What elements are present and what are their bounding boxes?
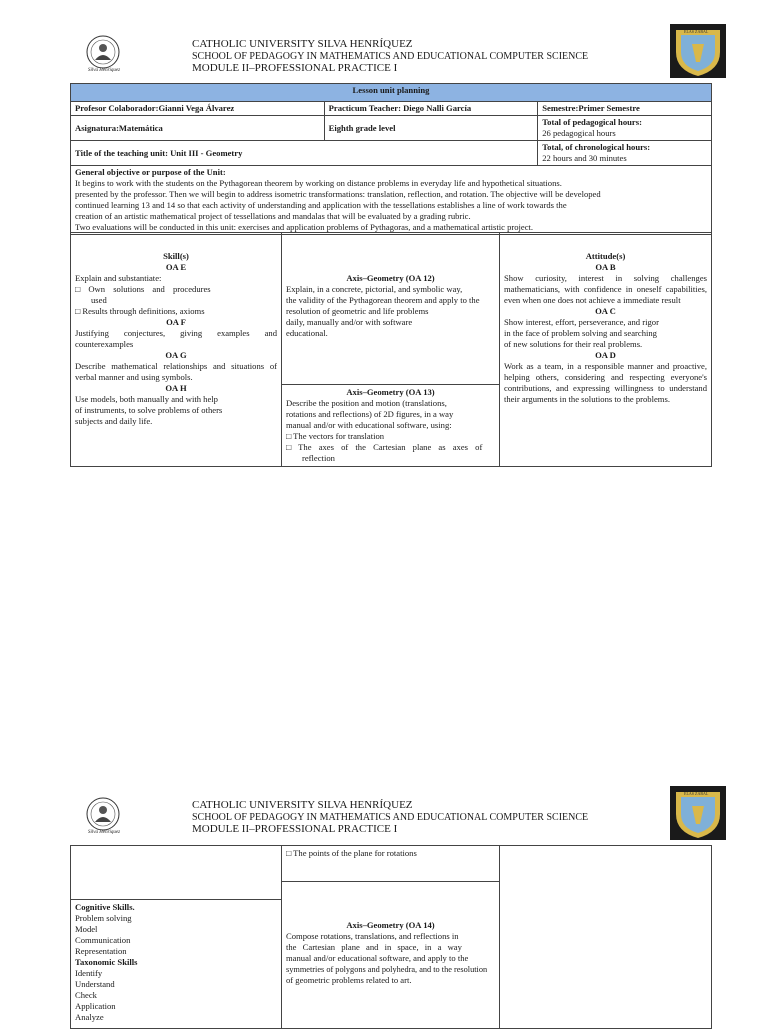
oa-d-text: Work as a team, in a responsible manner and proactive, helping others, considering and respecting everyone's contributions, and expressing willingness to understand their arguments in the solutions to the problems. [504,361,707,404]
chronological-hours-label: Total, of chronological hours: [542,142,651,152]
cognitive-skill-item: Problem solving [75,913,132,923]
objective-line: continued learning 13 and 14 so that each activity of understanding and application with the tessellations establishes a line of work towards the [75,200,567,210]
pedagogical-hours-value: 26 pedagogical hours [542,128,616,138]
university-name: CATHOLIC UNIVERSITY SILVA HENRÍQUEZ [192,799,413,811]
practicum-teacher: Practicum Teacher: Diego Nalli García [324,102,538,116]
school-name: SCHOOL OF PEDAGOGY IN MATHEMATICS AND EDUCATIONAL COMPUTER SCIENCE [192,812,589,823]
cognitive-skill-item: Communication [75,935,131,945]
oa-b-label: OA B [595,262,616,272]
objective-line: It begins to work with the students on the Pythagorean theorem by working on distance problems in everyday life and hypothetical situations. [75,178,562,188]
axis-oa13-line: Describe the position and motion (translations, [286,398,447,408]
oa-h-label: OA H [165,383,187,393]
taxonomic-skill-item: Application [75,1001,116,1011]
axis-oa14-title: Axis–Geometry (OA 14) [346,920,435,930]
oa-c-label: OA C [595,306,616,316]
taxonomic-skills-title: Taxonomic Skills [75,957,138,967]
axis-oa13-title: Axis–Geometry (OA 13) [346,387,435,397]
module-name: MODULE II–PROFESSIONAL PRACTICE I [192,823,398,835]
seal-caption: Silva Henríquez [88,68,121,73]
axis-oa13-line: □ The axes of the Cartesian plane as axes of [286,442,483,452]
axis-oa13-line: rotations and reflections) of 2D figures, in a way [286,409,454,419]
oa-g-label: OA G [165,350,187,360]
chronological-hours-value: 22 hours and 30 minutes [542,153,627,163]
oa-c-line: Show interest, effort, perseverance, and rigor [504,317,659,327]
axis-oa13-line: manual and/or with educational software, using: [286,420,452,430]
lesson-planning-table [70,83,712,235]
axis-oa12-line: resolution of geometric and life problems [286,306,429,316]
taxonomic-skill-item: Check [75,990,97,1000]
crest-text: ELAS ZABAL [684,791,709,796]
oa-d-label: OA D [595,350,616,360]
objective-line: Two evaluations will be conducted in this unit: exercises and application problems of Pythagoras, and a mathematical artistic project. [75,222,534,232]
axis-oa14-line: the Cartesian plane and in space, in a way [286,942,462,952]
subject: Asignatura:Matemática [71,116,325,141]
attitudes-cell [499,232,712,467]
axis-oa12-line: the validity of the Pythagorean theorem and apply to the [286,295,480,305]
objective-line: presented by the professor. Then we will begin to address isometric transformations: translation, reflection, and rotation. The objective will be developed [75,189,601,199]
pedagogical-hours-label: Total of pedagogical hours: [542,117,642,127]
axis-oa14-cell [281,881,500,1029]
axis-oa13-line: reflection [302,453,335,463]
axis-oa12-cell [281,232,500,385]
axis-oa14-line: Compose rotations, translations, and reflections in [286,931,459,941]
collaborating-professor: Profesor Colaborador:Gianni Vega Álvarez [71,102,325,116]
grade-level: Eighth grade level [324,116,538,141]
university-name: CATHOLIC UNIVERSITY SILVA HENRÍQUEZ [192,38,413,50]
general-objective-cell [71,166,712,235]
page2-left-bottom-cell [70,899,282,1029]
page2-axis-top-cell [281,845,500,882]
oa-f-text: Justifying conjectures, giving examples and counterexamples [75,328,277,349]
skills-title: Skill(s) [163,251,189,261]
taxonomic-skill-item: Understand [75,979,115,989]
oa-b-text: Show curiosity, interest in solving challenges mathematicians, with confidence in oneself capabilities, even when one does not achieve a immediate result [504,273,707,305]
oa-f-label: OA F [166,317,186,327]
axis-oa12-line: daily, manually and/or with software [286,317,413,327]
pedagogical-hours-cell [538,116,712,141]
objective-label: General objective or purpose of the Unit: [75,167,226,177]
semester: Semestre:Primer Semestre [538,102,712,116]
oa-h-line: Use models, both manually and with help [75,394,218,404]
axis-oa13-line: □ The vectors for translation [286,431,385,441]
axis-oa13-cell [281,384,500,467]
axis-oa12-line: Explain, in a concrete, pictorial, and symbolic way, [286,284,463,294]
taxonomic-skill-item: Analyze [75,1012,104,1022]
points-for-rotations: □ The points of the plane for rotations [286,848,417,858]
chronological-hours-cell [538,141,712,166]
attitudes-title: Attitude(s) [585,251,626,261]
unit-title: Title of the teaching unit: Unit III - Geometry [71,141,538,166]
cognitive-skills-title: Cognitive Skills. [75,902,135,912]
cognitive-skill-item: Representation [75,946,127,956]
seal-caption: Silva Henríquez [88,830,121,835]
oa-c-line: in the face of problem solving and searching [504,328,657,338]
oa-h-line: subjects and daily life. [75,416,153,426]
objective-line: creation of an artistic mathematical project of tessellations and mandalas that will be evaluated by a grading rubric. [75,211,471,221]
school-name: SCHOOL OF PEDAGOGY IN MATHEMATICS AND EDUCATIONAL COMPUTER SCIENCE [192,51,589,62]
module-name: MODULE II–PROFESSIONAL PRACTICE I [192,62,398,74]
cognitive-skill-item: Model [75,924,98,934]
oa-h-line: of instruments, to solve problems of others [75,405,223,415]
axis-oa14-line: manual and/or educational software, and apply to the [286,953,469,963]
oa-e-item: □ Results through definitions, axioms [75,306,205,316]
oa-e-item-cont: used [91,295,107,305]
oa-e-item: □ Own solutions and procedures [75,284,211,294]
axis-oa14-line: symmetries of polygons and polyhedra, and to the resolution [286,965,488,974]
oa-e-label: OA E [165,262,187,272]
page2-attitudes-cell [499,845,712,1029]
axis-oa12-title: Axis–Geometry (OA 12) [346,273,435,283]
crest-text: ELAS ZABAL [684,29,709,34]
taxonomic-skill-item: Identify [75,968,103,978]
skills-cell [70,232,282,467]
page2-left-top-cell [70,845,282,900]
axis-oa14-line: of geometric problems related to art. [286,975,412,985]
oa-g-text: Describe mathematical relationships and situations of verbal manner and using symbols. [75,361,277,382]
axis-oa12-line: educational. [286,328,328,338]
table-title: Lesson unit planning [71,84,712,102]
oa-c-line: of new solutions for their real problems. [504,339,643,349]
oa-e-intro: Explain and substantiate: [75,273,162,283]
